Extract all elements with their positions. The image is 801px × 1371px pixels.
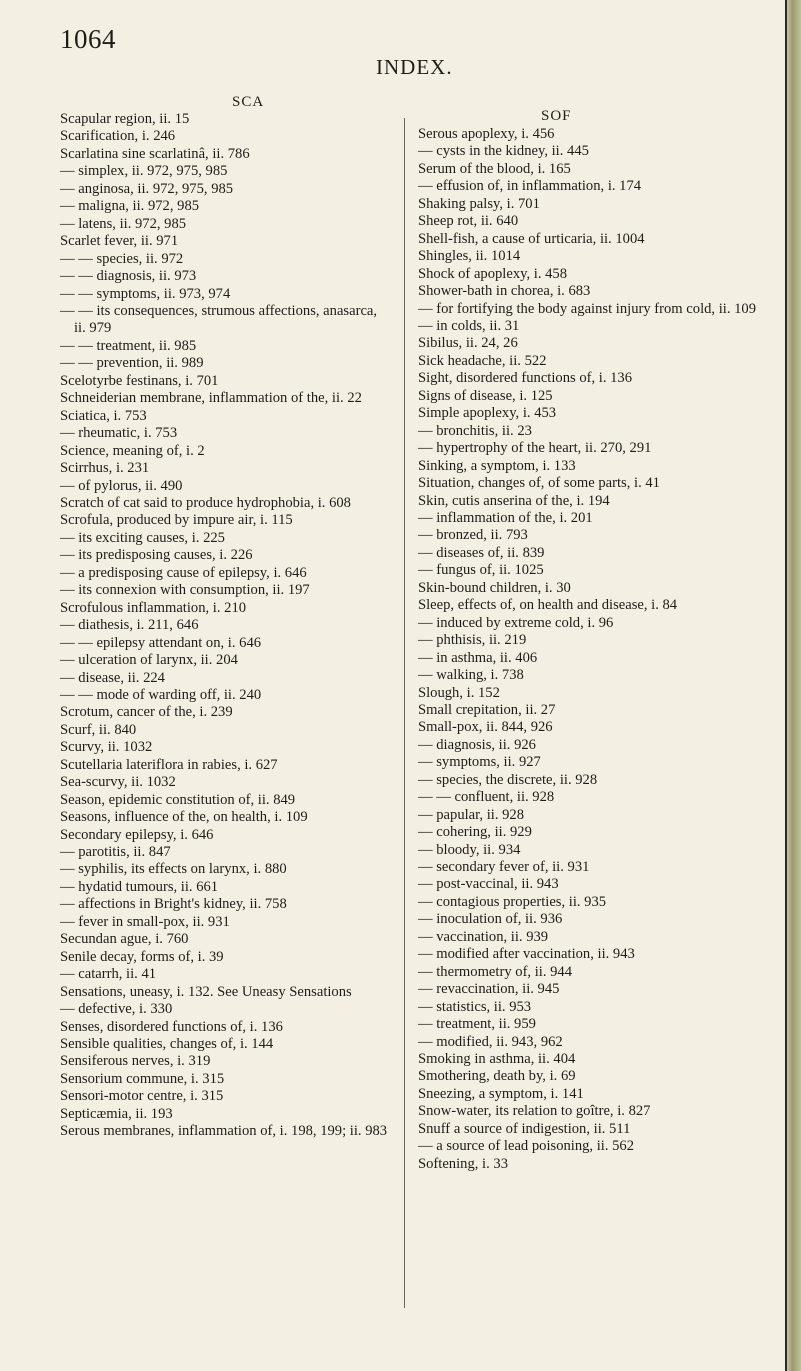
index-entry: Scarification, i. 246 xyxy=(60,128,176,145)
index-entry: — — treatment, ii. 985 xyxy=(60,337,197,354)
index-entry: — cysts in the kidney, ii. 445 xyxy=(418,143,589,160)
index-entry: — treatment, ii. 959 xyxy=(418,1016,536,1033)
index-entry: — maligna, ii. 972, 985 xyxy=(60,198,200,215)
index-entry: Sight, disordered functions of, i. 136 xyxy=(418,370,633,387)
index-entry: Sciatica, i. 753 xyxy=(60,407,147,424)
index-entry: Shingles, ii. 1014 xyxy=(418,248,521,265)
index-entry: — fever in small-pox, ii. 931 xyxy=(60,913,230,930)
index-entry: Shower-bath in chorea, i. 683 xyxy=(418,283,591,300)
page-number: 1064 xyxy=(60,24,116,54)
index-entry: Serous membranes, inflammation of, i. 198, 199; ii. 983 xyxy=(60,1123,388,1140)
index-entry: — — its consequences, strumous affections, anasarca, ii. 979 xyxy=(60,302,378,337)
index-entry: — — mode of warding off, ii. 240 xyxy=(60,686,262,703)
index-entry: — phthisis, ii. 219 xyxy=(418,632,527,649)
index-entry: — in colds, ii. 31 xyxy=(418,317,520,334)
index-entry: Scirrhus, i. 231 xyxy=(60,460,150,477)
index-entry: — bloody, ii. 934 xyxy=(418,841,521,858)
right-column xyxy=(418,126,776,1173)
index-entry: — secondary fever of, ii. 931 xyxy=(418,859,590,876)
index-entry: — modified, ii. 943, 962 xyxy=(418,1033,563,1050)
index-entry: Schneiderian membrane, inflammation of the, ii. 22 xyxy=(60,390,362,407)
right-column-heading: SOF xyxy=(541,108,572,124)
index-entry: — anginosa, ii. 972, 975, 985 xyxy=(60,180,234,197)
index-entry: — fungus of, ii. 1025 xyxy=(418,562,544,579)
index-entry: — papular, ii. 928 xyxy=(418,806,525,823)
index-entry: Smothering, death by, i. 69 xyxy=(418,1068,576,1085)
index-entry: Senses, disordered functions of, i. 136 xyxy=(60,1018,283,1035)
index-entry: Serous apoplexy, i. 456 xyxy=(418,126,555,142)
index-entry: — hydatid tumours, ii. 661 xyxy=(60,878,219,895)
index-entry: Skin, cutis anserina of the, i. 194 xyxy=(418,492,610,509)
page-edge xyxy=(787,0,801,1371)
index-entry: — a source of lead poisoning, ii. 562 xyxy=(418,1138,635,1155)
index-entry: — inoculation of, ii. 936 xyxy=(418,911,563,928)
index-entry: Sensiferous nerves, i. 319 xyxy=(60,1053,211,1070)
index-entry: — — symptoms, ii. 973, 974 xyxy=(60,285,231,302)
index-entry: Serum of the blood, i. 165 xyxy=(418,160,571,177)
index-entry: Shaking palsy, i. 701 xyxy=(418,195,540,212)
index-entry: — affections in Bright's kidney, ii. 758 xyxy=(60,896,287,913)
index-entry: Scarlet fever, ii. 971 xyxy=(60,233,179,250)
index-entry: Sinking, a symptom, i. 133 xyxy=(418,457,576,474)
index-entry: — disease, ii. 224 xyxy=(60,669,165,686)
index-entry: Secondary epilepsy, i. 646 xyxy=(60,826,214,843)
index-entry: — contagious properties, ii. 935 xyxy=(418,893,607,910)
index-entry: Scrofulous inflammation, i. 210 xyxy=(60,599,247,616)
index-entry: — of pylorus, ii. 490 xyxy=(60,477,183,494)
index-entry: — in asthma, ii. 406 xyxy=(418,649,538,666)
index-entry: — effusion of, in inflammation, i. 174 xyxy=(418,178,642,195)
index-entry: Situation, changes of, of some parts, i. 41 xyxy=(418,475,660,492)
index-entry: — bronzed, ii. 793 xyxy=(418,527,528,544)
index-entry: Snuff a source of indigestion, ii. 511 xyxy=(418,1120,631,1137)
index-entry: — diathesis, i. 211, 646 xyxy=(60,617,199,634)
index-entry: — parotitis, ii. 847 xyxy=(60,844,171,861)
index-entry: — defective, i. 330 xyxy=(60,1001,173,1018)
index-entry: Slough, i. 152 xyxy=(418,684,500,701)
index-entry: Snow-water, its relation to goître, i. 827 xyxy=(418,1103,651,1120)
index-entry: — inflammation of the, i. 201 xyxy=(418,509,593,526)
index-entry: — modified after vaccination, ii. 943 xyxy=(418,946,635,963)
index-entry: — bronchitis, ii. 23 xyxy=(418,422,532,439)
index-entry: — diagnosis, ii. 926 xyxy=(418,736,536,753)
index-entry: Sick headache, ii. 522 xyxy=(418,352,547,369)
index-entry: — statistics, ii. 953 xyxy=(418,998,532,1015)
index-entry: Sibilus, ii. 24, 26 xyxy=(418,335,518,352)
index-entry: Skin-bound children, i. 30 xyxy=(418,579,571,596)
index-entry: Shock of apoplexy, i. 458 xyxy=(418,265,568,282)
index-entry: Sensations, uneasy, i. 132. See Uneasy Sensations xyxy=(60,983,352,1000)
index-entry: — for fortifying the body against injury from cold, ii. 109 xyxy=(418,300,757,317)
left-column-heading: SCA xyxy=(232,94,265,110)
index-entry: Sensori-motor centre, i. 315 xyxy=(60,1088,224,1105)
index-entry: Small-pox, ii. 844, 926 xyxy=(418,719,553,736)
index-entry: Scurvy, ii. 1032 xyxy=(60,739,153,756)
index-entry: Science, meaning of, i. 2 xyxy=(60,442,205,459)
index-entry: — ulceration of larynx, ii. 204 xyxy=(60,652,238,669)
index-entry: — cohering, ii. 929 xyxy=(418,824,532,841)
index-entry: — a predisposing cause of epilepsy, i. 646 xyxy=(60,564,307,581)
index-entry: — — species, ii. 972 xyxy=(60,250,184,267)
index-entry: Small crepitation, ii. 27 xyxy=(418,701,556,718)
index-entry: — rheumatic, i. 753 xyxy=(60,425,178,442)
index-entry: — latens, ii. 972, 985 xyxy=(60,215,187,232)
index-entry: — — confluent, ii. 928 xyxy=(418,789,555,806)
index-entry: — post-vaccinal, ii. 943 xyxy=(418,876,559,893)
index-entry: — symptoms, ii. 927 xyxy=(418,754,541,771)
index-entry: Simple apoplexy, i. 453 xyxy=(418,405,557,422)
index-entry: — catarrh, ii. 41 xyxy=(60,966,157,983)
left-column xyxy=(60,111,390,1141)
index-entry: — its connexion with consumption, ii. 197 xyxy=(60,582,310,599)
index-entry: Sleep, effects of, on health and disease, i. 84 xyxy=(418,597,678,614)
column-divider xyxy=(404,118,405,1308)
index-entry: Signs of disease, i. 125 xyxy=(418,387,553,404)
index-entry: — simplex, ii. 972, 975, 985 xyxy=(60,163,228,180)
index-entry: — vaccination, ii. 939 xyxy=(418,928,549,945)
index-entry: Septicæmia, ii. 193 xyxy=(60,1105,173,1122)
index-entry: — hypertrophy of the heart, ii. 270, 291 xyxy=(418,440,652,457)
index-entry: — — prevention, ii. 989 xyxy=(60,355,204,372)
index-entry: Sheep rot, ii. 640 xyxy=(418,213,519,230)
index-entry: — syphilis, its effects on larynx, i. 880 xyxy=(60,861,287,878)
index-entry: Scarlatina sine scarlatinâ, ii. 786 xyxy=(60,145,250,162)
index-entry: Seasons, influence of the, on health, i. 109 xyxy=(60,809,308,826)
index-entry: Sensible qualities, changes of, i. 144 xyxy=(60,1036,274,1053)
index-entry: Sneezing, a symptom, i. 141 xyxy=(418,1085,584,1102)
index-entry: — thermometry of, ii. 944 xyxy=(418,963,573,980)
index-entry: — species, the discrete, ii. 928 xyxy=(418,771,598,788)
index-entry: — walking, i. 738 xyxy=(418,667,524,684)
index-entry: Scutellaria lateriflora in rabies, i. 627 xyxy=(60,756,278,773)
index-entry: — its exciting causes, i. 225 xyxy=(60,529,225,546)
index-entry: — — diagnosis, ii. 973 xyxy=(60,268,197,285)
index-entry: Scapular region, ii. 15 xyxy=(60,111,190,127)
index-entry: Sea-scurvy, ii. 1032 xyxy=(60,774,176,791)
index-entry: Sensorium commune, i. 315 xyxy=(60,1070,225,1087)
index-entry: Softening, i. 33 xyxy=(418,1155,508,1172)
index-entry: Senile decay, forms of, i. 39 xyxy=(60,948,224,965)
index-entry: Smoking in asthma, ii. 404 xyxy=(418,1051,576,1068)
running-head: INDEX. xyxy=(376,55,453,79)
index-entry: Season, epidemic constitution of, ii. 849 xyxy=(60,791,296,808)
index-entry: — its predisposing causes, i. 226 xyxy=(60,547,253,564)
index-entry: — induced by extreme cold, i. 96 xyxy=(418,614,614,631)
index-entry: — — epilepsy attendant on, i. 646 xyxy=(60,634,262,651)
index-entry: Scrotum, cancer of the, i. 239 xyxy=(60,704,233,721)
index-entry: Shell-fish, a cause of urticaria, ii. 1004 xyxy=(418,230,645,247)
index-entry: — diseases of, ii. 839 xyxy=(418,544,545,561)
index-entry: — revaccination, ii. 945 xyxy=(418,981,560,998)
index-entry: Scratch of cat said to produce hydrophobia, i. 608 xyxy=(60,494,351,511)
index-entry: Secundan ague, i. 760 xyxy=(60,931,189,948)
index-entry: Scurf, ii. 840 xyxy=(60,721,137,738)
index-entry: Scelotyrbe festinans, i. 701 xyxy=(60,372,219,389)
index-entry: Scrofula, produced by impure air, i. 115 xyxy=(60,512,293,529)
